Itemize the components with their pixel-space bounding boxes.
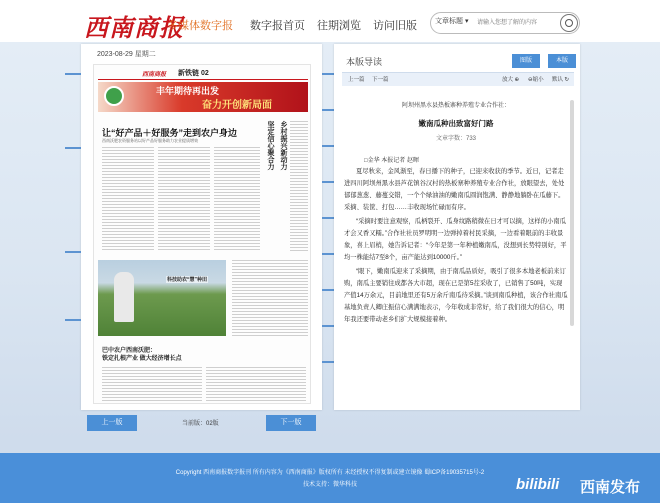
site-subtitle: 多媒体数字报 (167, 20, 233, 32)
vertical-headline-2[interactable]: 乡村振兴新动力 (280, 121, 287, 170)
site-header (0, 0, 660, 42)
vertical-headline-1[interactable]: 坚定信心聚合力 (267, 121, 274, 170)
emblem-icon (104, 86, 124, 106)
newspaper-page-panel (81, 44, 322, 410)
article-paragraph: 夏尽秋来，金风渐至，春日播下的种子，已迎来收获的季节。近日，记者走进四川阿坝州黑水县芦花镇谷汉村的热板寨种养殖专业合作社，放眼望去，处处郁郁葱葱、藤蔓交错，一个个绿油油的嫩南瓜圆润饱满、静静地躺卧在瓜藤下。采摘、装筐、打包……丰收现场忙碌而有序。 (344, 168, 565, 211)
search-box (430, 12, 580, 34)
zoom-out-button[interactable] (528, 75, 544, 83)
photo-caption: 科技助农“慧”种田 (167, 277, 208, 283)
prev-article-link[interactable]: 上一篇 (348, 77, 365, 83)
article-link-marker[interactable] (65, 147, 81, 149)
paper-edition: 新铁链 02 (178, 70, 209, 77)
prev-page-button[interactable]: 上一版 (87, 415, 137, 431)
article-link-marker[interactable] (65, 251, 81, 253)
text-column (206, 367, 306, 403)
text-column (102, 367, 202, 403)
nav-home[interactable]: 数字报首页 (250, 20, 305, 32)
minus-icon: ⊖ (528, 77, 533, 83)
zoom-out-label: 缩小 (532, 77, 544, 83)
default-size-button[interactable] (552, 75, 569, 83)
paper-masthead (98, 68, 308, 80)
refresh-icon: ↻ (564, 77, 570, 83)
tab-this-edition[interactable]: 本版 (548, 54, 576, 68)
article-scrollbar[interactable] (570, 100, 574, 326)
site-footer (0, 453, 660, 503)
guide-title: 本版导读 (346, 57, 383, 67)
zoom-in-button[interactable] (502, 75, 519, 83)
article-content (344, 100, 568, 404)
article-intro-title: 阿坝州黑水县热板寨种养殖专业合作社： (401, 103, 510, 109)
search-icon[interactable] (560, 14, 578, 32)
person-figure (114, 272, 134, 322)
bottom-headline[interactable] (102, 347, 182, 363)
next-article-link[interactable]: 下一篇 (372, 77, 389, 83)
article-author: □金华 本报记者 赵暉 (364, 158, 419, 164)
search-type-select[interactable] (435, 16, 469, 26)
site-logo[interactable]: 西南商报 (84, 13, 184, 42)
farmer-photo[interactable] (98, 260, 226, 336)
default-size-label: 默认 (552, 77, 564, 83)
paper-headline[interactable]: 让“好产品＋好服务”走到农户身边 (102, 128, 238, 138)
text-column (102, 147, 154, 251)
top-nav (250, 17, 417, 33)
nav-old-version[interactable]: 访问旧版 (373, 20, 417, 32)
nav-archive[interactable]: 往期浏览 (317, 20, 361, 32)
bottom-headline-text: 巴中农户西南沃肥： 铁定扎根产业 做大经济增长点 (102, 348, 182, 362)
search-input[interactable] (477, 15, 557, 31)
watermark-text: 西南发布 (580, 479, 641, 496)
paper-banner[interactable] (98, 82, 308, 112)
article-paragraph: “采摘时要注意观察，瓜柄裂开、瓜身纹路稍微在日才可以摘，这样的小南瓜才会又香又糯。”合作社社员罗明明一边弹掉着村民采摘，一边看着眼前的丰收景象，喜上眉梢，她告诉记者：“今年是第一年种植嫩南瓜，没想到长势特别好，平均一株能结7至8个，亩产能达到10000斤。” (344, 218, 567, 261)
search-type-label: 文章标题 (435, 18, 463, 25)
text-column (232, 260, 308, 336)
text-column (214, 147, 260, 251)
article-guide-panel (334, 44, 580, 410)
next-page-button[interactable]: 下一版 (266, 415, 316, 431)
tech-support-text: 技术支持：微华科技 (302, 482, 357, 488)
copyright-text: Copyright 西南商报数字报刊 所有内容为《西南商报》版权所有 未经授权不得复制或建立镜像 蜀ICP备19035715号-2 (175, 470, 485, 476)
article-toolbar (342, 72, 574, 86)
text-column (290, 121, 308, 251)
article-word-count: 文章字数：733 (435, 136, 476, 142)
article-link-marker[interactable] (65, 73, 81, 75)
text-column (158, 147, 210, 251)
bilibili-watermark-logo: bilibili (516, 476, 560, 493)
tab-catalog[interactable]: 图版 (512, 54, 540, 68)
paper-date: 2023-08-29 星期二 (97, 51, 156, 58)
paper-banner-line1: 丰年期待再出发 (156, 86, 220, 96)
paper-subline: 西南沃肥农资服务站以好产品好服务助力农业提质增效 (102, 138, 198, 143)
article-paragraph: “眼下，嫩南瓜迎来了采摘期，由于南瓜品质好，吸引了很多本地老板前来订购，南瓜主要销往成都各大市超，现在已是第5茬采收了，已销售了50吨，实现产值14万余元，目前地里还有5万余斤南瓜待采摘。”谈到南瓜种植，该合作社南瓜基地负责人卿庄振信心满满地表示，今年收成非常好，给了我们很大的信心，明年我还要带动老乡们扩大规模接着种。 (344, 268, 568, 323)
chevron-down-icon: ▾ (465, 18, 469, 25)
newspaper-page-image[interactable] (93, 64, 311, 404)
current-page-label: 当前版：02版 (182, 421, 219, 427)
plus-icon: ⊕ (514, 77, 520, 83)
article-main-title: 嫩南瓜种出致富好门路 (418, 119, 494, 128)
zoom-in-label: 放大 (502, 77, 514, 83)
paper-banner-line2: 奋力开创新局面 (202, 100, 272, 111)
paper-masthead-logo: 西南商报 (142, 72, 167, 78)
article-link-marker[interactable] (65, 319, 81, 321)
